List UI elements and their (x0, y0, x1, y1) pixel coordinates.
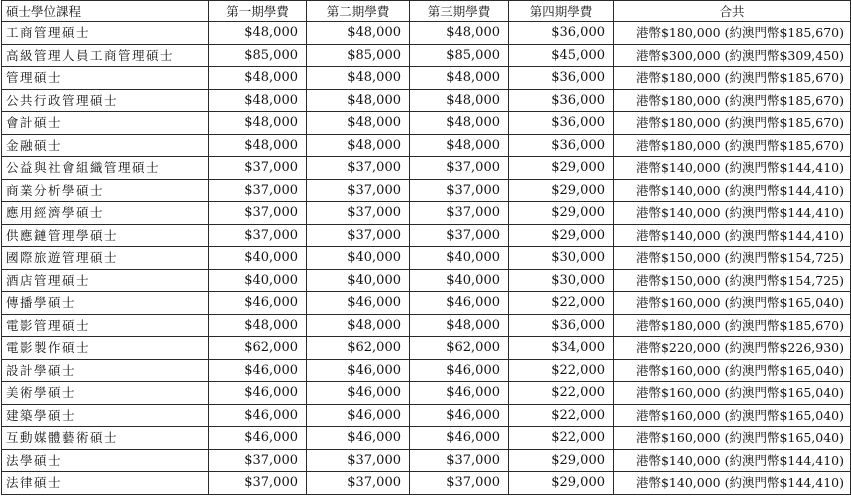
cell-course: 高級管理人員工商管理碩士 (2, 44, 209, 67)
cell-term-1: $37,000 (209, 202, 307, 225)
cell-term-2: $37,000 (307, 224, 410, 247)
cell-total: 港幣$180,000 (約澳門幣$185,670) (614, 112, 851, 135)
cell-term-3: $46,000 (410, 427, 509, 450)
cell-course: 互動媒體藝術碩士 (2, 427, 209, 450)
table-row (2, 89, 851, 112)
table-row (2, 112, 851, 135)
cell-term-2: $48,000 (307, 112, 410, 135)
cell-term-2: $37,000 (307, 157, 410, 180)
cell-term-1: $46,000 (209, 427, 307, 450)
cell-course: 公共行政管理碩士 (2, 89, 209, 112)
cell-total: 港幣$150,000 (約澳門幣$154,725) (614, 247, 851, 270)
cell-term-1: $85,000 (209, 44, 307, 67)
cell-term-3: $37,000 (410, 449, 509, 472)
cell-total: 港幣$160,000 (約澳門幣$165,040) (614, 292, 851, 315)
table-row (2, 269, 851, 292)
cell-term-1: $46,000 (209, 359, 307, 382)
table-row (2, 134, 851, 157)
cell-term-1: $46,000 (209, 382, 307, 405)
cell-term-2: $46,000 (307, 292, 410, 315)
cell-course: 國際旅遊管理碩士 (2, 247, 209, 270)
cell-term-2: $48,000 (307, 67, 410, 90)
cell-total: 港幣$140,000 (約澳門幣$144,410) (614, 449, 851, 472)
cell-term-4: $29,000 (509, 472, 614, 495)
cell-term-3: $37,000 (410, 179, 509, 202)
cell-term-1: $46,000 (209, 292, 307, 315)
header-term-2: 第二期學費 (307, 1, 410, 22)
cell-term-4: $29,000 (509, 157, 614, 180)
cell-course: 管理碩士 (2, 67, 209, 90)
cell-course: 公益與社會組織管理碩士 (2, 157, 209, 180)
cell-term-1: $48,000 (209, 22, 307, 45)
cell-total: 港幣$160,000 (約澳門幣$165,040) (614, 359, 851, 382)
cell-course: 電影製作碩士 (2, 337, 209, 360)
cell-term-1: $40,000 (209, 247, 307, 270)
table-row (2, 157, 851, 180)
cell-term-1: $62,000 (209, 337, 307, 360)
cell-term-4: $22,000 (509, 292, 614, 315)
cell-term-2: $46,000 (307, 404, 410, 427)
cell-total: 港幣$160,000 (約澳門幣$165,040) (614, 382, 851, 405)
cell-term-2: $40,000 (307, 269, 410, 292)
table-row (2, 202, 851, 225)
cell-term-3: $48,000 (410, 89, 509, 112)
table-row (2, 337, 851, 360)
table-body (2, 22, 851, 495)
cell-term-4: $29,000 (509, 179, 614, 202)
header-row (2, 1, 851, 22)
cell-term-3: $48,000 (410, 22, 509, 45)
table-row (2, 427, 851, 450)
table-row (2, 67, 851, 90)
cell-term-2: $37,000 (307, 179, 410, 202)
table-row (2, 247, 851, 270)
cell-total: 港幣$140,000 (約澳門幣$144,410) (614, 224, 851, 247)
cell-term-2: $37,000 (307, 472, 410, 495)
cell-term-4: $36,000 (509, 89, 614, 112)
cell-course: 金融碩士 (2, 134, 209, 157)
cell-course: 工商管理碩士 (2, 22, 209, 45)
cell-term-3: $37,000 (410, 202, 509, 225)
cell-term-4: $34,000 (509, 337, 614, 360)
header-total: 合共 (614, 1, 851, 22)
table-row (2, 404, 851, 427)
cell-total: 港幣$140,000 (約澳門幣$144,410) (614, 202, 851, 225)
cell-term-3: $40,000 (410, 269, 509, 292)
cell-term-2: $46,000 (307, 427, 410, 450)
cell-term-2: $46,000 (307, 382, 410, 405)
cell-term-4: $45,000 (509, 44, 614, 67)
cell-term-4: $22,000 (509, 427, 614, 450)
cell-total: 港幣$140,000 (約澳門幣$144,410) (614, 179, 851, 202)
table-row (2, 22, 851, 45)
cell-term-3: $37,000 (410, 157, 509, 180)
cell-course: 供應鏈管理學碩士 (2, 224, 209, 247)
cell-term-4: $36,000 (509, 112, 614, 135)
table-header (2, 1, 851, 22)
cell-term-4: $36,000 (509, 134, 614, 157)
cell-term-1: $46,000 (209, 404, 307, 427)
header-term-4: 第四期學費 (509, 1, 614, 22)
cell-term-1: $37,000 (209, 449, 307, 472)
cell-course: 設計學碩士 (2, 359, 209, 382)
cell-term-4: $36,000 (509, 314, 614, 337)
cell-total: 港幣$140,000 (約澳門幣$144,410) (614, 157, 851, 180)
cell-term-1: $37,000 (209, 179, 307, 202)
cell-term-1: $48,000 (209, 134, 307, 157)
cell-total: 港幣$150,000 (約澳門幣$154,725) (614, 269, 851, 292)
cell-term-4: $22,000 (509, 404, 614, 427)
header-term-1: 第一期學費 (209, 1, 307, 22)
cell-total: 港幣$180,000 (約澳門幣$185,670) (614, 134, 851, 157)
cell-course: 會計碩士 (2, 112, 209, 135)
cell-term-4: $29,000 (509, 449, 614, 472)
cell-term-1: $48,000 (209, 67, 307, 90)
cell-term-3: $46,000 (410, 292, 509, 315)
cell-term-4: $36,000 (509, 22, 614, 45)
table-row (2, 359, 851, 382)
header-course: 碩士學位課程 (2, 1, 209, 22)
cell-course: 酒店管理碩士 (2, 269, 209, 292)
cell-term-1: $48,000 (209, 314, 307, 337)
cell-total: 港幣$220,000 (約澳門幣$226,930) (614, 337, 851, 360)
cell-term-1: $48,000 (209, 112, 307, 135)
cell-total: 港幣$300,000 (約澳門幣$309,450) (614, 44, 851, 67)
cell-course: 法學碩士 (2, 449, 209, 472)
cell-total: 港幣$180,000 (約澳門幣$185,670) (614, 67, 851, 90)
cell-term-2: $46,000 (307, 359, 410, 382)
header-term-3: 第三期學費 (410, 1, 509, 22)
cell-term-2: $48,000 (307, 314, 410, 337)
cell-term-3: $48,000 (410, 112, 509, 135)
cell-term-1: $48,000 (209, 89, 307, 112)
cell-term-3: $46,000 (410, 382, 509, 405)
table-row (2, 382, 851, 405)
table-row (2, 449, 851, 472)
cell-total: 港幣$180,000 (約澳門幣$185,670) (614, 22, 851, 45)
cell-total: 港幣$180,000 (約澳門幣$185,670) (614, 89, 851, 112)
cell-term-1: $37,000 (209, 157, 307, 180)
cell-term-4: $36,000 (509, 67, 614, 90)
cell-total: 港幣$140,000 (約澳門幣$144,410) (614, 472, 851, 495)
cell-term-3: $85,000 (410, 44, 509, 67)
cell-term-1: $40,000 (209, 269, 307, 292)
cell-term-2: $40,000 (307, 247, 410, 270)
cell-term-2: $48,000 (307, 22, 410, 45)
cell-term-3: $37,000 (410, 472, 509, 495)
cell-course: 商業分析學碩士 (2, 179, 209, 202)
cell-term-4: $22,000 (509, 359, 614, 382)
cell-term-4: $29,000 (509, 224, 614, 247)
cell-term-3: $62,000 (410, 337, 509, 360)
table-row (2, 179, 851, 202)
cell-course: 美術學碩士 (2, 382, 209, 405)
cell-term-4: $30,000 (509, 247, 614, 270)
cell-total: 港幣$160,000 (約澳門幣$165,040) (614, 404, 851, 427)
cell-term-3: $37,000 (410, 224, 509, 247)
cell-term-4: $29,000 (509, 202, 614, 225)
cell-term-3: $48,000 (410, 67, 509, 90)
cell-term-4: $30,000 (509, 269, 614, 292)
cell-term-3: $46,000 (410, 359, 509, 382)
table-row (2, 314, 851, 337)
cell-term-2: $48,000 (307, 89, 410, 112)
cell-term-2: $37,000 (307, 449, 410, 472)
cell-term-2: $62,000 (307, 337, 410, 360)
cell-term-2: $85,000 (307, 44, 410, 67)
table-row (2, 224, 851, 247)
cell-term-1: $37,000 (209, 472, 307, 495)
table-row (2, 44, 851, 67)
cell-term-1: $37,000 (209, 224, 307, 247)
cell-term-3: $46,000 (410, 404, 509, 427)
cell-total: 港幣$180,000 (約澳門幣$185,670) (614, 314, 851, 337)
cell-total: 港幣$160,000 (約澳門幣$165,040) (614, 427, 851, 450)
table-row (2, 472, 851, 495)
tuition-fee-table (1, 0, 851, 495)
cell-term-3: $48,000 (410, 314, 509, 337)
cell-course: 應用經濟學碩士 (2, 202, 209, 225)
cell-course: 傳播學碩士 (2, 292, 209, 315)
cell-term-4: $22,000 (509, 382, 614, 405)
table-row (2, 292, 851, 315)
cell-term-2: $37,000 (307, 202, 410, 225)
cell-term-3: $48,000 (410, 134, 509, 157)
cell-course: 電影管理碩士 (2, 314, 209, 337)
cell-term-2: $48,000 (307, 134, 410, 157)
cell-course: 法律碩士 (2, 472, 209, 495)
cell-term-3: $40,000 (410, 247, 509, 270)
cell-course: 建築學碩士 (2, 404, 209, 427)
